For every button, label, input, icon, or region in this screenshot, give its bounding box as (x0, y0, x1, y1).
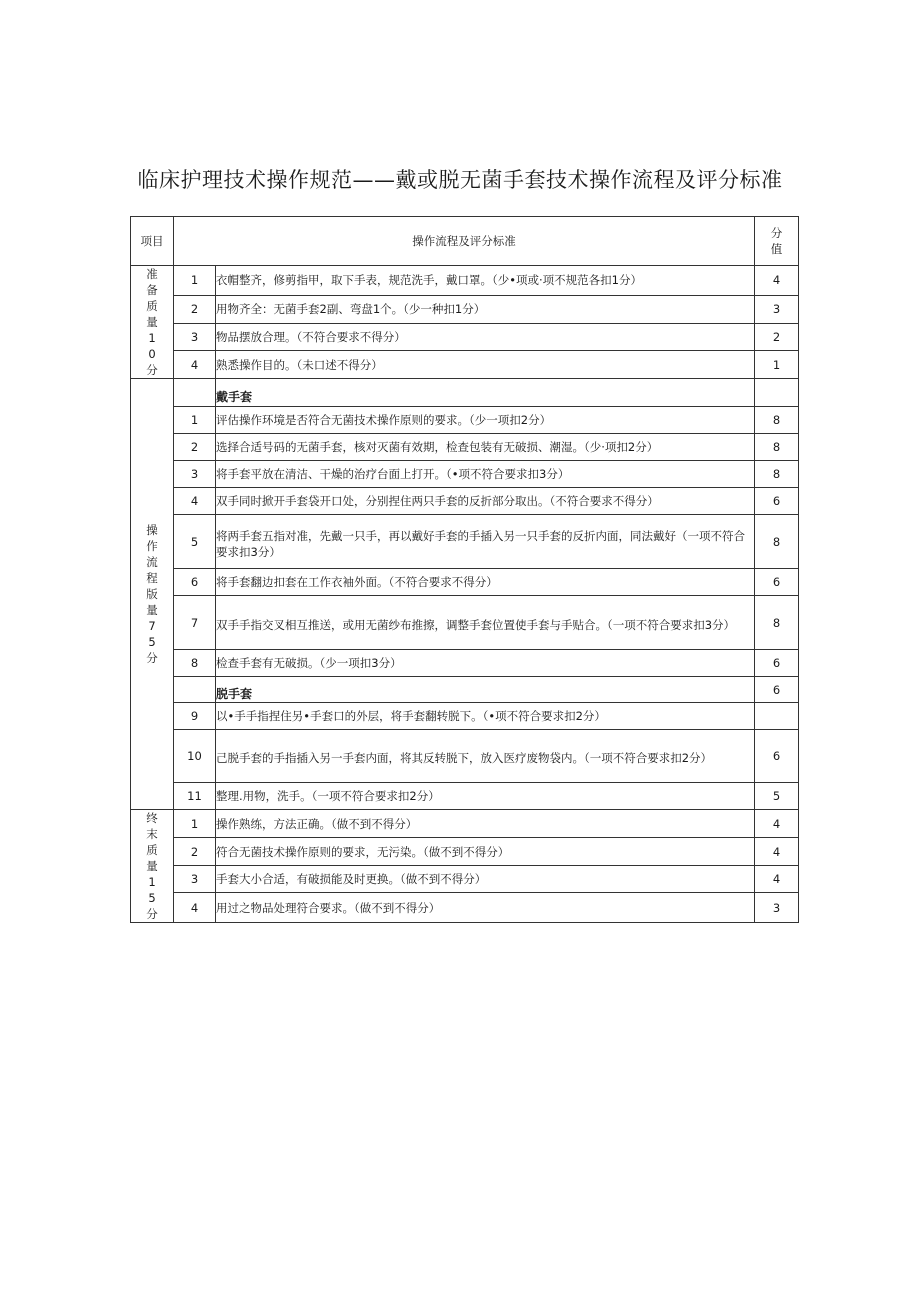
criterion-text: 用物齐全：无菌手套2副、弯盘1个。（少一种扣1分） (216, 295, 755, 323)
scoring-table (130, 216, 799, 923)
criterion-text: 评估操作环境是否符合无菌技术操作原则的要求。（少一项扣2分） (216, 407, 755, 434)
category-char: 分 (146, 651, 158, 665)
section-heading-row (131, 379, 799, 407)
table-row (131, 266, 799, 296)
table-row (131, 407, 799, 434)
row-number: 7 (174, 596, 216, 650)
row-number: 2 (174, 295, 216, 323)
category-cell (131, 810, 174, 923)
row-number: 4 (174, 893, 216, 923)
category-char: 备 (146, 283, 158, 297)
category-char: 分 (146, 363, 158, 377)
category-char: 量 (146, 603, 158, 617)
row-number: 1 (174, 810, 216, 838)
row-number: 3 (174, 323, 216, 351)
table-row (131, 703, 799, 730)
row-number: 5 (174, 515, 216, 569)
table-row (131, 515, 799, 569)
score-value: 4 (755, 266, 799, 296)
table-row (131, 783, 799, 810)
criterion-text: 将两手套五指对准，先戴一只手，再以戴好手套的手插入另一只手套的反折内面，同法戴好（一项不符合要求扣3分） (216, 515, 755, 569)
row-number: 8 (174, 650, 216, 677)
section-heading: 脱手套 (216, 677, 755, 703)
category-char: 操 (146, 523, 158, 537)
table-row (131, 810, 799, 838)
table-row (131, 295, 799, 323)
row-number (174, 379, 216, 407)
criterion-text: 手套大小合适，有破损能及时更换。（做不到不得分） (216, 866, 755, 893)
score-value: 6 (755, 650, 799, 677)
row-number: 3 (174, 866, 216, 893)
row-number: 10 (174, 730, 216, 783)
category-char: 5 (148, 635, 156, 649)
criterion-text: 以•手手指捏住另•手套口的外层，将手套翻转脱下。（•项不符合要求扣2分） (216, 703, 755, 730)
category-char: 1 (148, 331, 156, 345)
row-number: 9 (174, 703, 216, 730)
score-value: 6 (755, 677, 799, 703)
score-value: 6 (755, 730, 799, 783)
score-value: 8 (755, 515, 799, 569)
category-char: 准 (146, 267, 158, 281)
score-value: 8 (755, 434, 799, 461)
criterion-text: 己脱手套的手指插入另一手套内面，将其反转脱下，放入医疗废物袋内。（一项不符合要求扣2分） (216, 730, 755, 783)
criterion-text: 符合无菌技术操作原则的要求，无污染。（做不到不得分） (216, 838, 755, 866)
score-value: 4 (755, 866, 799, 893)
criterion-text: 将手套翻边扣套在工作衣袖外面。（不符合要求不得分） (216, 569, 755, 596)
category-char: 1 (148, 875, 156, 889)
header-row (131, 217, 799, 266)
section-heading-row (131, 677, 799, 703)
category-char: 质 (146, 299, 158, 313)
category-char: 版 (146, 587, 158, 601)
table-row (131, 323, 799, 351)
score-value: 8 (755, 407, 799, 434)
score-value: 8 (755, 596, 799, 650)
row-number: 2 (174, 838, 216, 866)
criterion-text: 选择合适号码的无菌手套，核对灭菌有效期，检查包装有无破损、潮湿。（少·项扣2分） (216, 434, 755, 461)
category-char: 作 (146, 539, 158, 553)
table-row (131, 650, 799, 677)
row-number (174, 677, 216, 703)
score-value: 4 (755, 838, 799, 866)
row-number: 11 (174, 783, 216, 810)
category-char: 程 (146, 571, 158, 585)
table-row (131, 866, 799, 893)
score-value: 1 (755, 351, 799, 379)
score-value: 5 (755, 783, 799, 810)
score-value: 6 (755, 488, 799, 515)
score-value: 6 (755, 569, 799, 596)
table-row (131, 351, 799, 379)
category-char: 流 (146, 555, 158, 569)
header-main: 操作流程及评分标准 (174, 217, 755, 266)
criterion-text: 操作熟练，方法正确。（做不到不得分） (216, 810, 755, 838)
score-value: 2 (755, 323, 799, 351)
row-number: 4 (174, 488, 216, 515)
criterion-text: 检查手套有无破损。（少一项扣3分） (216, 650, 755, 677)
criterion-text: 衣帽整齐，修剪指甲，取下手表，规范洗手，戴口罩。（少•项或·项不规范各扣1分） (216, 266, 755, 296)
scoring-table-body (131, 217, 799, 923)
row-number: 2 (174, 434, 216, 461)
row-number: 1 (174, 266, 216, 296)
score-value: 3 (755, 893, 799, 923)
criterion-text: 整理.用物，洗手。（一项不符合要求扣2分） (216, 783, 755, 810)
row-number: 4 (174, 351, 216, 379)
header-score (755, 217, 799, 266)
header-item: 项目 (131, 217, 174, 266)
category-char: 末 (146, 827, 158, 841)
table-row (131, 569, 799, 596)
table-row (131, 461, 799, 488)
row-number: 6 (174, 569, 216, 596)
criterion-text: 物品摆放合理。（不符合要求不得分） (216, 323, 755, 351)
table-row (131, 730, 799, 783)
category-char: 0 (148, 347, 156, 361)
table-row (131, 434, 799, 461)
score-value (755, 703, 799, 730)
category-char: 量 (146, 859, 158, 873)
table-row (131, 893, 799, 923)
section-heading: 戴手套 (216, 379, 755, 407)
score-value: 8 (755, 461, 799, 488)
row-number: 1 (174, 407, 216, 434)
category-char: 质 (146, 843, 158, 857)
category-char: 终 (146, 811, 158, 825)
score-value: 4 (755, 810, 799, 838)
criterion-text: 熟悉操作目的。（未口述不得分） (216, 351, 755, 379)
category-char: 量 (146, 315, 158, 329)
score-value (755, 379, 799, 407)
header-score-line1: 分 (770, 226, 783, 240)
row-number: 3 (174, 461, 216, 488)
table-row (131, 596, 799, 650)
criterion-text: 双手同时掀开手套袋开口处，分别捏住两只手套的反折部分取出。（不符合要求不得分） (216, 488, 755, 515)
criterion-text: 双手手指交叉相互推送，或用无菌纱布推擦，调整手套位置使手套与手贴合。（一项不符合要求扣3分） (216, 596, 755, 650)
page-title: 临床护理技术操作规范——戴或脱无菌手套技术操作流程及评分标准 (137, 168, 783, 192)
category-cell (131, 266, 174, 379)
criterion-text: 用过之物品处理符合要求。（做不到不得分） (216, 893, 755, 923)
category-cell (131, 379, 174, 810)
criterion-text: 将手套平放在清洁、干燥的治疗台面上打开。（•项不符合要求扣3分） (216, 461, 755, 488)
category-char: 5 (148, 891, 156, 905)
table-row (131, 488, 799, 515)
category-char: 7 (148, 619, 156, 633)
header-score-line2: 值 (770, 242, 783, 256)
score-value: 3 (755, 295, 799, 323)
category-char: 分 (146, 907, 158, 921)
table-row (131, 838, 799, 866)
